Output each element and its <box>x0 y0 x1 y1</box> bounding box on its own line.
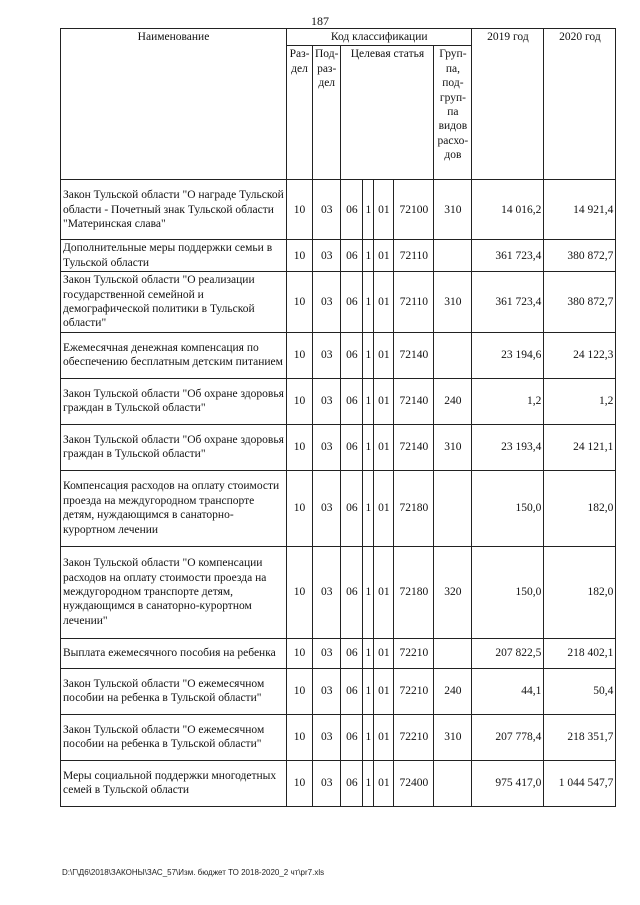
row-name: Ежемесячная денежная компенсация по обеспечению бесплатным детским питанием <box>61 332 287 378</box>
row-amount-2019: 23 194,6 <box>472 332 544 378</box>
row-target-program: 06 <box>341 180 363 240</box>
row-target-program: 06 <box>341 332 363 378</box>
row-amount-2020: 182,0 <box>544 546 616 638</box>
row-amount-2020: 14 921,4 <box>544 180 616 240</box>
row-subsection: 03 <box>313 668 341 714</box>
row-target-program: 06 <box>341 424 363 470</box>
row-target-event: 01 <box>374 180 394 240</box>
header-year-2019: 2019 год <box>472 29 544 180</box>
row-name: Закон Тульской области "О реализации государственной семейной и демографической политики в Тульской области" <box>61 272 287 333</box>
table-row <box>61 470 616 546</box>
header-subsection: Под-раз-дел <box>313 46 341 180</box>
row-target-direction: 72400 <box>394 760 434 806</box>
row-amount-2020: 1 044 547,7 <box>544 760 616 806</box>
row-section: 10 <box>287 272 313 333</box>
table-row <box>61 638 616 668</box>
table-row <box>61 424 616 470</box>
row-amount-2019: 23 193,4 <box>472 424 544 470</box>
row-expense-group: 310 <box>434 272 472 333</box>
row-amount-2020: 50,4 <box>544 668 616 714</box>
row-expense-group: 310 <box>434 180 472 240</box>
row-target-program: 06 <box>341 668 363 714</box>
row-target-direction: 72100 <box>394 180 434 240</box>
file-path-footer: D:\Г\Д6\2018\ЗАКОНЫ\ЗАС_57\Изм. бюджет ТО 2018-2020_2 чт\pr7.xls <box>62 868 325 877</box>
row-subsection: 03 <box>313 546 341 638</box>
row-target-event: 01 <box>374 546 394 638</box>
row-target-subprogram: 1 <box>363 424 374 470</box>
row-expense-group <box>434 470 472 546</box>
row-section: 10 <box>287 668 313 714</box>
row-expense-group: 240 <box>434 378 472 424</box>
row-amount-2020: 24 122,3 <box>544 332 616 378</box>
row-name: Закон Тульской области "Об охране здоровья граждан в Тульской области" <box>61 378 287 424</box>
row-target-program: 06 <box>341 760 363 806</box>
row-target-direction: 72210 <box>394 668 434 714</box>
row-amount-2019: 207 778,4 <box>472 714 544 760</box>
row-name: Закон Тульской области "О компенсации расходов на оплату стоимости проезда на междугородном транспорте детям, нуждающимся в санаторно-курортном лечении" <box>61 546 287 638</box>
row-target-program: 06 <box>341 378 363 424</box>
row-name: Закон Тульской области "О награде Тульской области - Почетный знак Тульской области "Материнская слава" <box>61 180 287 240</box>
row-target-event: 01 <box>374 714 394 760</box>
table-row <box>61 546 616 638</box>
row-section: 10 <box>287 546 313 638</box>
row-target-direction: 72140 <box>394 332 434 378</box>
row-amount-2020: 182,0 <box>544 470 616 546</box>
row-section: 10 <box>287 424 313 470</box>
row-section: 10 <box>287 180 313 240</box>
row-name: Меры социальной поддержки многодетных семей в Тульской области <box>61 760 287 806</box>
table-row <box>61 272 616 333</box>
row-subsection: 03 <box>313 378 341 424</box>
row-amount-2020: 1,2 <box>544 378 616 424</box>
row-subsection: 03 <box>313 714 341 760</box>
row-subsection: 03 <box>313 638 341 668</box>
row-amount-2020: 380 872,7 <box>544 240 616 272</box>
row-subsection: 03 <box>313 272 341 333</box>
row-name: Дополнительные меры поддержки семьи в Тульской области <box>61 240 287 272</box>
row-expense-group <box>434 240 472 272</box>
budget-table <box>60 28 616 807</box>
row-target-direction: 72210 <box>394 714 434 760</box>
row-target-event: 01 <box>374 272 394 333</box>
row-target-program: 06 <box>341 272 363 333</box>
row-target-subprogram: 1 <box>363 240 374 272</box>
row-expense-group <box>434 332 472 378</box>
row-subsection: 03 <box>313 424 341 470</box>
row-target-event: 01 <box>374 240 394 272</box>
row-target-program: 06 <box>341 714 363 760</box>
row-subsection: 03 <box>313 240 341 272</box>
row-amount-2019: 150,0 <box>472 470 544 546</box>
row-target-program: 06 <box>341 240 363 272</box>
table-row <box>61 240 616 272</box>
row-subsection: 03 <box>313 180 341 240</box>
row-section: 10 <box>287 470 313 546</box>
row-amount-2019: 975 417,0 <box>472 760 544 806</box>
row-target-direction: 72140 <box>394 424 434 470</box>
row-name: Закон Тульской области "О ежемесячном пособии на ребенка в Тульской области" <box>61 714 287 760</box>
row-target-event: 01 <box>374 378 394 424</box>
row-name: Компенсация расходов на оплату стоимости проезда на междугородном транспорте детям, нуждающимся в санаторно-курортном лечении <box>61 470 287 546</box>
row-expense-group: 320 <box>434 546 472 638</box>
row-target-event: 01 <box>374 470 394 546</box>
row-section: 10 <box>287 240 313 272</box>
row-target-direction: 72110 <box>394 240 434 272</box>
row-amount-2019: 361 723,4 <box>472 272 544 333</box>
row-section: 10 <box>287 332 313 378</box>
row-target-event: 01 <box>374 638 394 668</box>
row-subsection: 03 <box>313 470 341 546</box>
row-name: Закон Тульской области "Об охране здоровья граждан в Тульской области" <box>61 424 287 470</box>
row-expense-group: 310 <box>434 424 472 470</box>
row-amount-2019: 361 723,4 <box>472 240 544 272</box>
row-target-subprogram: 1 <box>363 180 374 240</box>
row-target-event: 01 <box>374 760 394 806</box>
row-expense-group <box>434 760 472 806</box>
row-target-subprogram: 1 <box>363 760 374 806</box>
row-target-direction: 72140 <box>394 378 434 424</box>
row-target-direction: 72110 <box>394 272 434 333</box>
row-amount-2020: 218 402,1 <box>544 638 616 668</box>
row-target-subprogram: 1 <box>363 714 374 760</box>
row-section: 10 <box>287 714 313 760</box>
row-target-subprogram: 1 <box>363 332 374 378</box>
row-amount-2019: 14 016,2 <box>472 180 544 240</box>
row-expense-group: 240 <box>434 668 472 714</box>
row-target-subprogram: 1 <box>363 668 374 714</box>
row-target-subprogram: 1 <box>363 272 374 333</box>
row-target-subprogram: 1 <box>363 638 374 668</box>
row-amount-2019: 44,1 <box>472 668 544 714</box>
row-target-event: 01 <box>374 668 394 714</box>
row-amount-2020: 218 351,7 <box>544 714 616 760</box>
row-expense-group: 310 <box>434 714 472 760</box>
row-amount-2020: 380 872,7 <box>544 272 616 333</box>
row-expense-group <box>434 638 472 668</box>
row-target-program: 06 <box>341 470 363 546</box>
header-code-group: Код классификации <box>287 29 472 46</box>
table-row <box>61 668 616 714</box>
row-amount-2019: 150,0 <box>472 546 544 638</box>
header-target-article: Целевая статья <box>341 46 434 180</box>
table-row <box>61 760 616 806</box>
row-amount-2019: 1,2 <box>472 378 544 424</box>
row-target-direction: 72210 <box>394 638 434 668</box>
row-target-event: 01 <box>374 332 394 378</box>
row-target-program: 06 <box>341 638 363 668</box>
row-amount-2019: 207 822,5 <box>472 638 544 668</box>
table-row <box>61 714 616 760</box>
row-target-subprogram: 1 <box>363 378 374 424</box>
row-target-event: 01 <box>374 424 394 470</box>
row-target-direction: 72180 <box>394 546 434 638</box>
row-target-program: 06 <box>341 546 363 638</box>
row-target-subprogram: 1 <box>363 470 374 546</box>
header-name: Наименование <box>61 29 287 180</box>
row-amount-2020: 24 121,1 <box>544 424 616 470</box>
row-section: 10 <box>287 378 313 424</box>
table-row <box>61 332 616 378</box>
header-section: Раз-дел <box>287 46 313 180</box>
row-name: Выплата ежемесячного пособия на ребенка <box>61 638 287 668</box>
row-section: 10 <box>287 760 313 806</box>
header-year-2020: 2020 год <box>544 29 616 180</box>
row-target-subprogram: 1 <box>363 546 374 638</box>
page-number: 187 <box>311 14 329 28</box>
table-row <box>61 180 616 240</box>
row-name: Закон Тульской области "О ежемесячном пособии на ребенка в Тульской области" <box>61 668 287 714</box>
row-section: 10 <box>287 638 313 668</box>
header-expense-group: Груп-па, под-груп-па видов расхо-дов <box>434 46 472 180</box>
row-subsection: 03 <box>313 332 341 378</box>
table-row <box>61 378 616 424</box>
row-target-direction: 72180 <box>394 470 434 546</box>
row-subsection: 03 <box>313 760 341 806</box>
